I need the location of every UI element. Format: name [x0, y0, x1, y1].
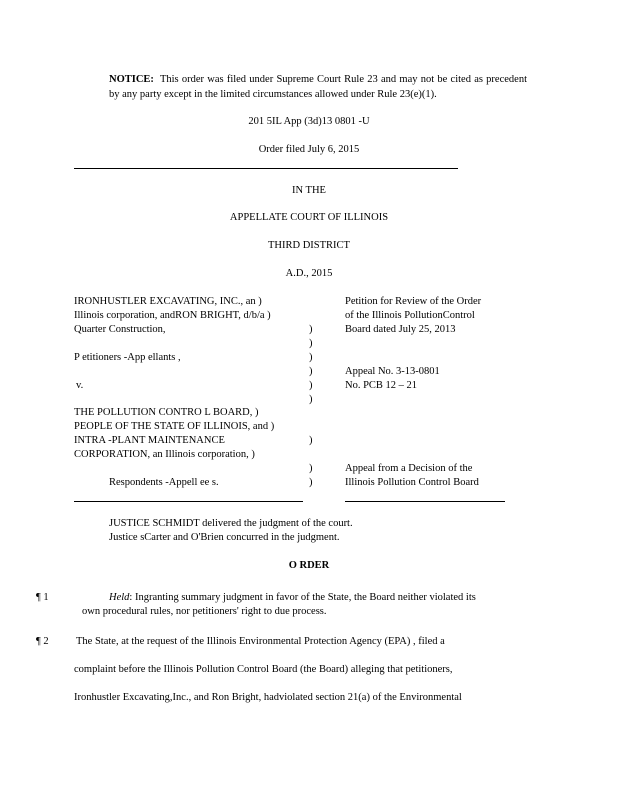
caption-paren: )	[309, 352, 313, 363]
caption-pcb-number: No. PCB 12 – 21	[345, 380, 418, 391]
caption-paren: )	[309, 338, 313, 349]
court-in-the: IN THE	[292, 185, 326, 196]
justice-line1: JUSTICE SCHMIDT delivered the judgment of the court.	[109, 518, 353, 529]
caption-appeal-from-line2: Illinois Pollution Control Board	[345, 477, 479, 488]
caption-appeal-from-line1: Appeal from a Decision of the	[345, 463, 473, 474]
notice-text: This order was filed under Supreme Court Rule 23 and may not be cited as precedent by any party except in the limited circumstances allowed under Rule 23(e)(1).	[109, 74, 527, 100]
caption-versus: v.	[76, 380, 84, 391]
notice-paragraph	[109, 72, 527, 102]
caption-paren: )	[309, 366, 313, 377]
caption-respondents-label: Respondents -Appell ee s.	[109, 477, 219, 488]
caption-paren: )	[309, 477, 313, 488]
caption-paren: )	[309, 380, 313, 391]
para2-line2: complaint before the Illinois Pollution Control Board (the Board) alleging that petitioners,	[74, 664, 453, 675]
court-year: A.D., 2015	[285, 268, 333, 279]
caption-petitioner-line3: Quarter Construction,	[74, 324, 166, 335]
caption-paren: )	[309, 435, 313, 446]
case-citation: 201 5IL App (3d)13 0801 -U	[248, 116, 370, 127]
caption-respondent-line4: CORPORATION, an Illinois corporation, )	[74, 449, 255, 460]
notice-label: NOTICE:	[109, 74, 154, 85]
para1-line2: own procedural rules, nor petitioners' right to due process.	[82, 606, 327, 617]
caption-petitioner-line2: Illinois corporation, andRON BRIGHT, d/b/a )	[74, 310, 271, 321]
caption-respondent-line2: PEOPLE OF THE STATE OF ILLINOIS, and )	[74, 421, 275, 432]
para1-line1	[109, 592, 476, 603]
order-heading: O RDER	[288, 560, 330, 571]
caption-petition-line3: Board dated July 25, 2013	[345, 324, 456, 335]
caption-petition-line2: of the Illinois PollutionControl	[345, 310, 475, 321]
caption-petitioner-line1: IRONHUSTLER EXCAVATING, INC., an )	[74, 296, 262, 307]
para1-text1: : Ingranting summary judgment in favor of the State, the Board neither violated its	[129, 592, 476, 603]
caption-petition-line1: Petition for Review of the Order	[345, 296, 482, 307]
caption-respondent-line1: THE POLLUTION CONTRO L BOARD, )	[74, 407, 259, 418]
caption-right-rule	[345, 501, 505, 502]
caption-left-rule	[74, 501, 303, 502]
court-name: APPELLATE COURT OF ILLINOIS	[229, 212, 389, 223]
filed-date: Order filed July 6, 2015	[258, 144, 360, 155]
top-rule	[74, 168, 458, 169]
court-district: THIRD DISTRICT	[268, 240, 350, 251]
para2-number: ¶ 2	[36, 636, 49, 647]
para1-number: ¶ 1	[36, 592, 49, 603]
caption-paren: )	[309, 463, 313, 474]
caption-appeal-number: Appeal No. 3-13-0801	[345, 366, 440, 377]
caption-paren: )	[309, 394, 313, 405]
caption-respondent-line3: INTRA -PLANT MAINTENANCE	[74, 435, 225, 446]
para1-held: Held	[109, 592, 130, 603]
justice-line2: Justice sCarter and O'Brien concurred in the judgment.	[109, 532, 340, 543]
caption-petitioners-label: P etitioners -App ellants ,	[74, 352, 181, 363]
caption-paren: )	[309, 324, 313, 335]
para2-line1: The State, at the request of the Illinois Environmental Protection Agency (EPA) , filed a	[76, 636, 445, 647]
para2-line3: Ironhustler Excavating,Inc., and Ron Bright, hadviolated section 21(a) of the Environmental	[74, 692, 462, 703]
